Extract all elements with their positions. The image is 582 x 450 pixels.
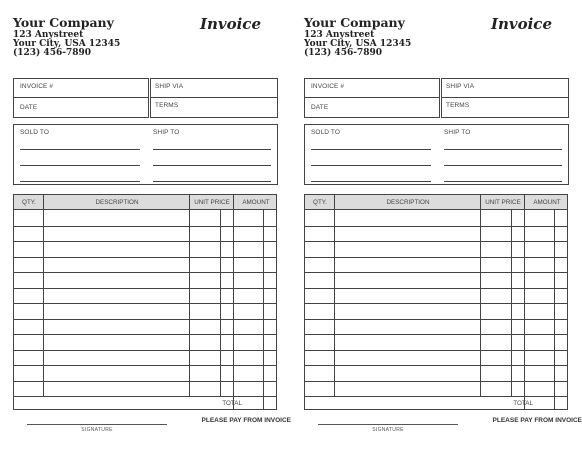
date-label: DATE [311,104,329,111]
sold-to-line-3[interactable] [311,181,431,182]
table-column-line [524,195,525,409]
table-column-line [480,195,481,396]
line-items-table [304,194,568,410]
total-label: TOTAL [513,400,533,407]
ship-to-line-1[interactable] [444,149,562,150]
table-row-line [305,396,567,397]
table-row-line [305,226,567,227]
table-row-line [14,350,276,351]
table-row-line [14,241,276,242]
address-section [304,124,569,185]
table-column-line [511,210,512,396]
invoice-form-left [13,0,291,450]
unit-price-header: UNIT PRICE [485,199,521,206]
table-column-line [554,210,555,409]
table-row-line [305,350,567,351]
table-row-line [305,257,567,258]
amount-header: AMOUNT [242,199,270,206]
ship-to-label: SHIP TO [153,129,180,136]
date-label: DATE [20,104,38,111]
pay-note: PLEASE PAY FROM INVOICE [201,417,291,424]
ship-to-label: SHIP TO [444,129,471,136]
table-row-line [14,319,276,320]
qty-header: QTY. [313,199,327,206]
table-row-line [14,396,276,397]
company-phone: (123) 456-7890 [304,48,383,58]
table-row-line [305,334,567,335]
table-column-line [263,210,264,409]
line-items-table [13,194,277,410]
invoice-number-label: INVOICE # [20,83,54,90]
address-section [13,124,278,185]
description-header: DESCRIPTION [95,199,139,206]
sold-to-line-3[interactable] [20,181,140,182]
terms-field[interactable] [441,97,569,118]
table-row-line [14,288,276,289]
ship-to-line-3[interactable] [444,181,562,182]
table-column-line [43,195,44,396]
invoice-number-field[interactable] [304,78,440,98]
table-row-line [305,288,567,289]
description-header: DESCRIPTION [386,199,430,206]
company-street: 123 Anystreet [304,30,375,40]
table-column-line [334,195,335,396]
sold-to-line-1[interactable] [20,149,140,150]
signature-label: SIGNATURE [81,427,113,433]
terms-label: TERMS [155,102,179,109]
terms-label: TERMS [446,102,470,109]
table-column-line [189,195,190,396]
qty-header: QTY. [22,199,36,206]
table-row-line [14,303,276,304]
total-label: TOTAL [222,400,242,407]
sold-to-line-2[interactable] [20,165,140,166]
ship-via-label: SHIP VIA [155,83,184,90]
sold-to-label: SOLD TO [311,129,340,136]
invoice-number-label: INVOICE # [311,83,345,90]
signature-line[interactable] [318,424,458,425]
signature-label: SIGNATURE [372,427,404,433]
ship-via-field[interactable] [441,78,569,98]
ship-to-line-1[interactable] [153,149,271,150]
unit-price-header: UNIT PRICE [194,199,230,206]
date-field[interactable] [13,97,149,118]
table-row-line [14,257,276,258]
table-row-line [14,272,276,273]
table-row-line [14,365,276,366]
table-row-line [305,272,567,273]
ship-via-label: SHIP VIA [446,83,475,90]
company-city: Your City, USA 12345 [13,39,121,49]
table-row-line [305,381,567,382]
pay-note: PLEASE PAY FROM INVOICE [492,417,582,424]
table-column-line [233,195,234,409]
amount-header: AMOUNT [533,199,561,206]
table-row-line [305,241,567,242]
company-name: Your Company [13,15,114,30]
sold-to-line-1[interactable] [311,149,431,150]
table-row-line [305,319,567,320]
date-field[interactable] [304,97,440,118]
table-row-line [305,303,567,304]
table-row-line [14,226,276,227]
table-row-line [14,381,276,382]
sold-to-line-2[interactable] [311,165,431,166]
company-street: 123 Anystreet [13,30,84,40]
invoice-title: Invoice [199,15,261,33]
company-city: Your City, USA 12345 [304,39,412,49]
table-row-line [14,334,276,335]
table-column-line [220,210,221,396]
terms-field[interactable] [150,97,278,118]
invoice-form-right [304,0,582,450]
sold-to-label: SOLD TO [20,129,49,136]
invoice-title: Invoice [490,15,552,33]
invoice-number-field[interactable] [13,78,149,98]
signature-line[interactable] [27,424,167,425]
company-name: Your Company [304,15,405,30]
table-row-line [305,365,567,366]
ship-to-line-2[interactable] [153,165,271,166]
ship-to-line-3[interactable] [153,181,271,182]
ship-via-field[interactable] [150,78,278,98]
company-phone: (123) 456-7890 [13,48,92,58]
ship-to-line-2[interactable] [444,165,562,166]
